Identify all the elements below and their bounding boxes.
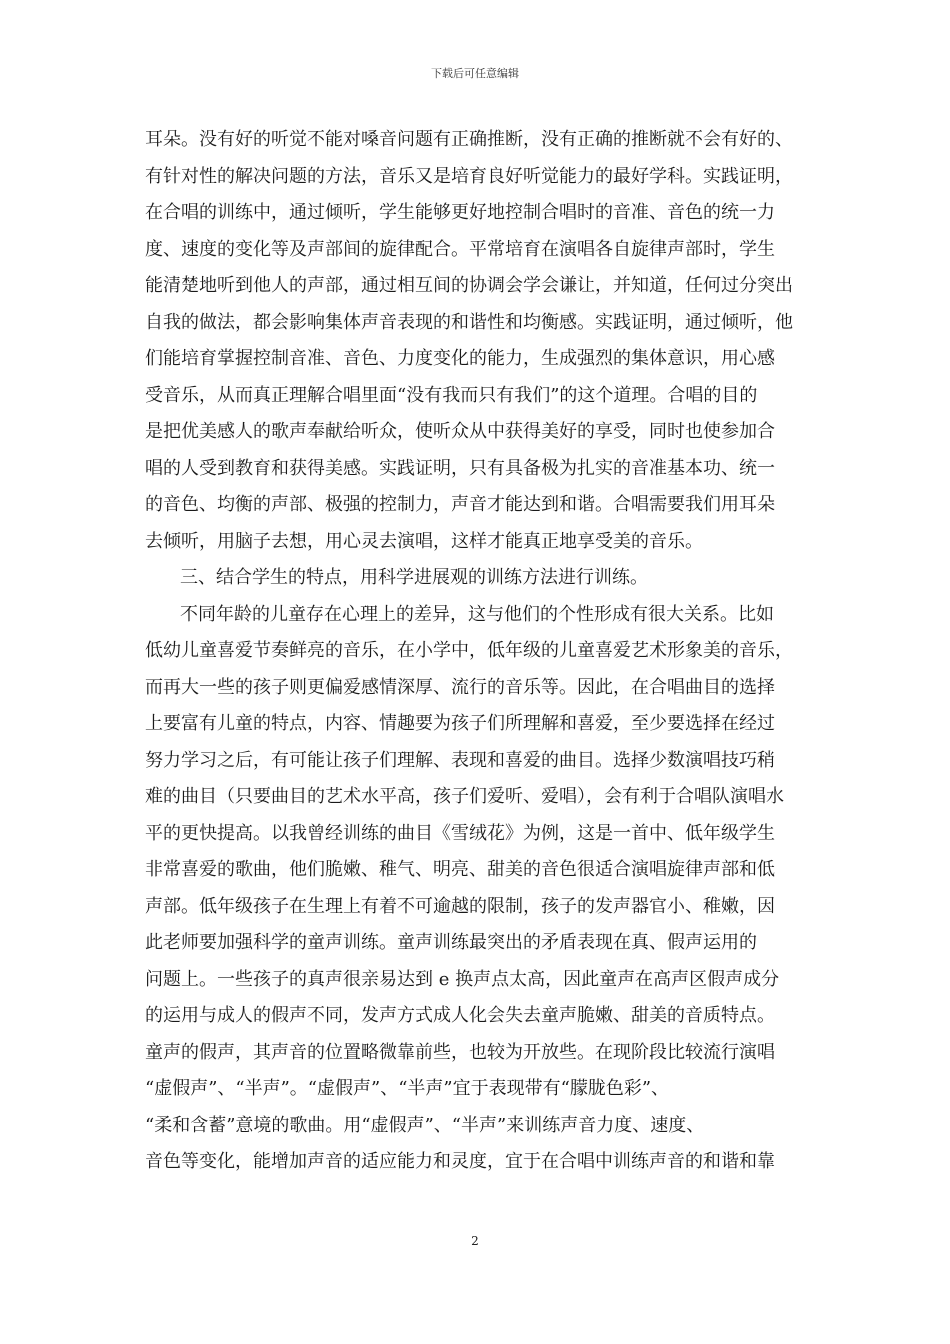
text-line: 问题上。一些孩子的真声很亲易达到 e 换声点太高，因此童声在高声区假声成分 bbox=[145, 968, 780, 990]
text-line: 非常喜爱的歌曲，他们脆嫩、稚气、明亮、甜美的音色很适合演唱旋律声部和低 bbox=[145, 859, 775, 880]
body-text bbox=[145, 122, 805, 1181]
text-line: 的音色、均衡的声部、极强的控制力，声音才能达到和谐。合唱需要我们用耳朵 bbox=[145, 494, 775, 515]
text-line: 此老师要加强科学的童声训练。童声训练最突出的矛盾表现在真、假声运用的 bbox=[145, 932, 757, 953]
text-line: 耳朵。没有好的听觉不能对嗓音问题有正确推断，没有正确的推断就不会有好的、 bbox=[145, 129, 793, 150]
page-number: 2 bbox=[471, 1234, 479, 1248]
page-header: 下载后可任意编辑 bbox=[431, 67, 519, 80]
text-line: 能清楚地听到他人的声部，通过相互间的协调会学会谦让，并知道，任何过分突出 bbox=[145, 275, 793, 296]
text-line: 低幼儿童喜爱节奏鲜亮的音乐，在小学中，低年级的儿童喜爱艺术形象美的音乐， bbox=[145, 640, 793, 661]
text-line: 童声的假声，其声音的位置略微靠前些，也较为开放些。在现阶段比较流行演唱 bbox=[145, 1041, 775, 1063]
text-line: 音色等变化，能增加声音的适应能力和灵度，宜于在合唱中训练声音的和谐和靠 bbox=[145, 1151, 775, 1172]
section-heading: 三、结合学生的特点，用科学进展观的训练方法进行训练。 bbox=[180, 567, 648, 588]
text-line: “虚假声”、“半声”。“虚假声”、“半声”宜于表现带有“朦胧色彩”、 bbox=[145, 1078, 670, 1099]
text-line: 声部。低年级孩子在生理上有着不可逾越的限制，孩子的发声器官小、稚嫩，因 bbox=[145, 895, 775, 917]
text-line: “柔和含蓄”意境的歌曲。用“虚假声”、“半声”来训练声音力度、速度、 bbox=[145, 1114, 705, 1136]
text-line: 自我的做法，都会影响集体声音表现的和谐性和均衡感。实践证明，通过倾听，他 bbox=[145, 311, 793, 333]
text-line: 不同年龄的儿童存在心理上的差异，这与他们的个性形成有很大关系。比如 bbox=[180, 603, 774, 625]
text-line: 上要富有儿童的特点，内容、情趣要为孩子们所理解和喜爱，至少要选择在经过 bbox=[145, 713, 775, 734]
text-line: 受音乐，从而真正理解合唱里面“没有我而只有我们”的这个道理。合唱的目的 bbox=[145, 384, 758, 406]
text-line: 去倾听，用脑子去想，用心灵去演唱，这样才能真正地享受美的音乐。 bbox=[145, 530, 703, 552]
text-line: 在合唱的训练中，通过倾听，学生能够更好地控制合唱时的音准、音色的统一力 bbox=[145, 202, 775, 223]
text-line: 的运用与成人的假声不同，发声方式成人化会失去童声脆嫩、甜美的音质特点。 bbox=[145, 1005, 775, 1026]
text-line: 是把优美感人的歌声奉献给听众，使听众从中获得美好的享受，同时也使参加合 bbox=[145, 421, 775, 442]
text-line: 平的更快提高。以我曾经训练的曲目《雪绒花》为例，这是一首中、低年级学生 bbox=[145, 822, 775, 844]
text-line: 有针对性的解决问题的方法，音乐又是培育良好听觉能力的最好学科。实践证明， bbox=[145, 165, 793, 187]
text-line: 努力学习之后，有可能让孩子们理解、表现和喜爱的曲目。选择少数演唱技巧稍 bbox=[145, 749, 775, 771]
text-line: 而再大一些的孩子则更偏爱感情深厚、流行的音乐等。因此，在合唱曲目的选择 bbox=[145, 676, 775, 698]
text-line: 难的曲目（只要曲目的艺术水平高，孩子们爱听、爱唱），会有利于合唱队演唱水 bbox=[145, 786, 784, 807]
text-line: 唱的人受到教育和获得美感。实践证明，只有具备极为扎实的音准基本功、统一 bbox=[145, 457, 775, 479]
text-line: 度、速度的变化等及声部间的旋律配合。平常培育在演唱各自旋律声部时，学生 bbox=[145, 238, 775, 260]
text-line: 们能培育掌握控制音准、音色、力度变化的能力，生成强烈的集体意识，用心感 bbox=[145, 348, 775, 369]
